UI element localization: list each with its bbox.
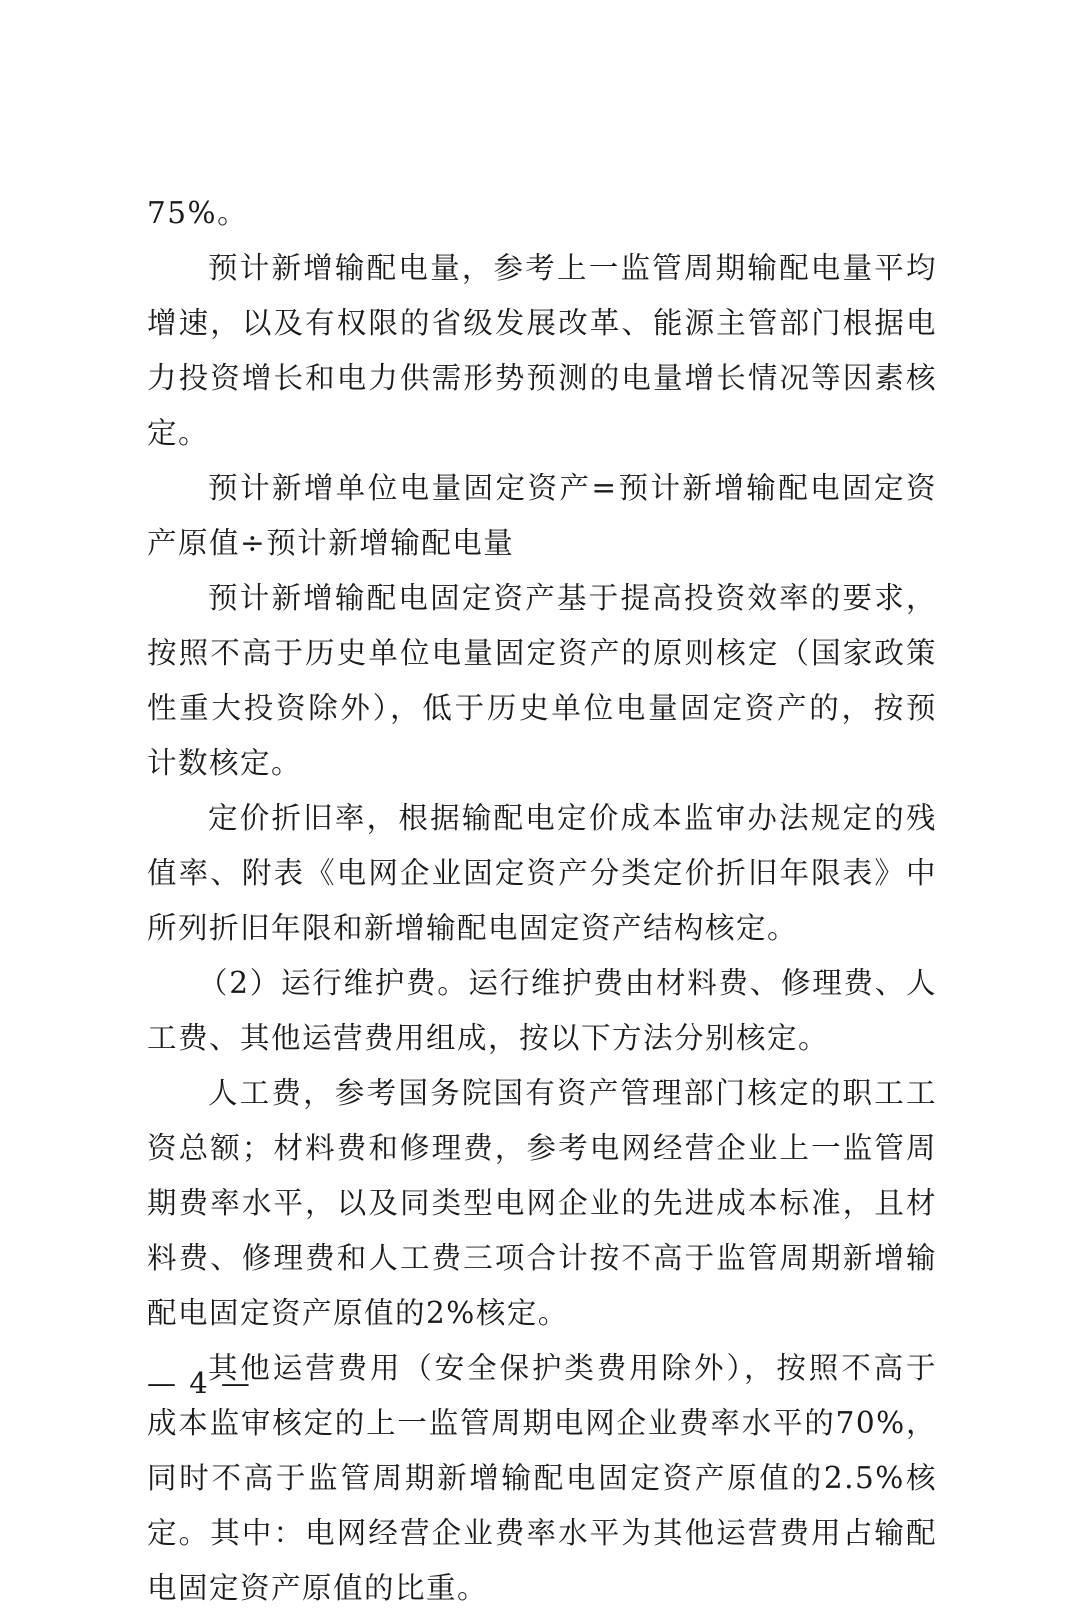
paragraph-new-transmission-volume: 预计新增输配电量，参考上一监管周期输配电量平均增速，以及有权限的省级发展改革、能源主管部门根据电力投资增长和电力供需形势预测的电量增长情况等因素核定。: [147, 251, 937, 450]
paragraph-unit-fixed-assets-formula: 预计新增单位电量固定资产=预计新增输配电固定资产原值÷预计新增输配电量: [147, 471, 937, 560]
paragraph-other-operating-costs: 其他运营费用（安全保护类费用除外），按照不高于成本监审核定的上一监管周期电网企业费率水平的70%，同时不高于监管周期新增输配电固定资产原值的2.5%核定。其中：电网经营企业费率水平为其他运营费用占输配电固定资产原值的比重。: [147, 1351, 937, 1605]
paragraph-labor-cost: 人工费，参考国务院国有资产管理部门核定的职工工资总额；材料费和修理费，参考电网经营企业上一监管周期费率水平，以及同类型电网企业的先进成本标准，且材料费、修理费和人工费三项合计按不高于监管周期新增输配电固定资产原值的2%核定。: [147, 1076, 937, 1330]
paragraph-continuation: 75%。: [147, 196, 249, 230]
paragraph-operation-maintenance: （2）运行维护费。运行维护费由材料费、修理费、人工费、其他运营费用组成，按以下方法分别核定。: [147, 966, 937, 1055]
paragraph-new-fixed-assets: 预计新增输配电固定资产基于提高投资效率的要求，按照不高于历史单位电量固定资产的原则核定（国家政策性重大投资除外），低于历史单位电量固定资产的，按预计数核定。: [147, 581, 937, 780]
document-body: [147, 186, 937, 1616]
paragraph-depreciation-rate: 定价折旧率，根据输配电定价成本监审办法规定的残值率、附表《电网企业固定资产分类定价折旧年限表》中所列折旧年限和新增输配电固定资产结构核定。: [147, 801, 937, 945]
page-number: — 4 —: [147, 1366, 252, 1400]
